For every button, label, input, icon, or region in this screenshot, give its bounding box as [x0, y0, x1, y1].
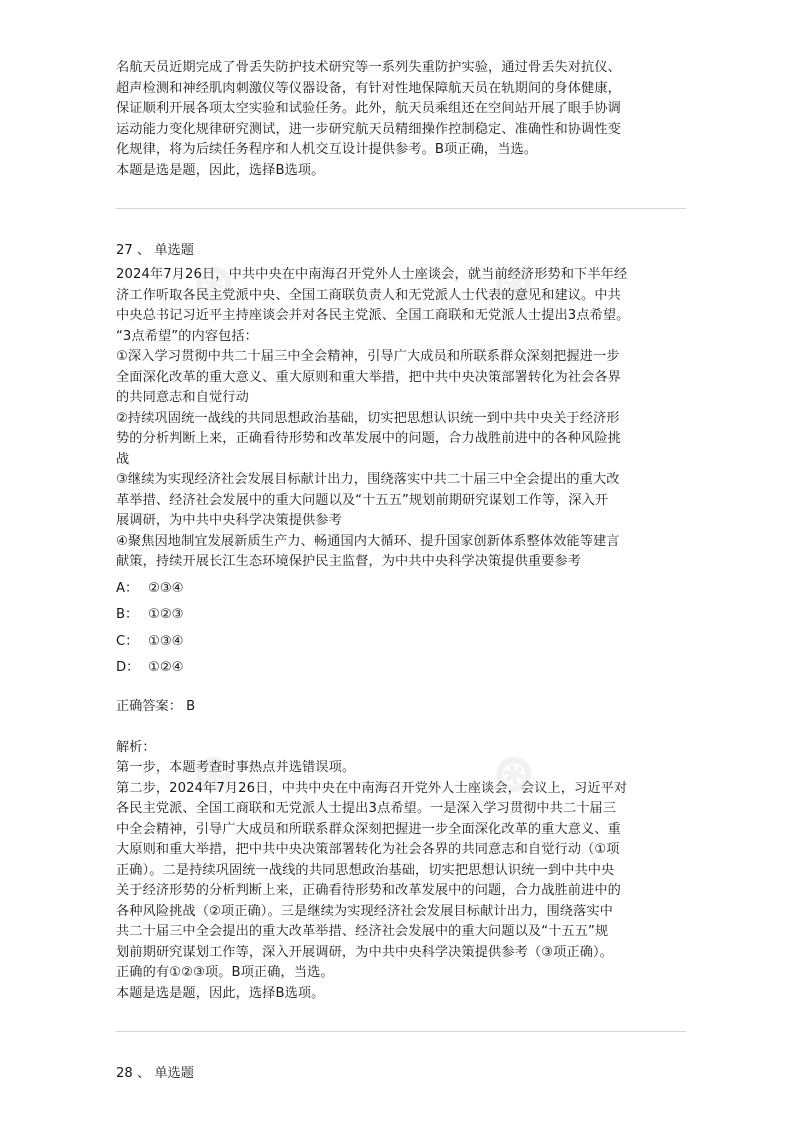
text-line: 中全会精神，引导广大成员和所联系群众深刻把握进一步全面深化改革的重大意义、重	[116, 821, 621, 837]
option-text: ②③④	[148, 580, 184, 596]
text-line: 全面深化改革的重大意义、重大原则和重大举措，把中共中央决策部署转化为社会各界	[116, 369, 621, 385]
text-line: ③继续为实现经济社会发展目标献计出力，围绕落实中共二十届三中全会提出的重大改	[116, 472, 620, 487]
intro-paragraph	[116, 58, 686, 181]
option-a[interactable]	[116, 579, 686, 599]
text-line: 超声检测和神经肌肉刺激仪等仪器设备，有针对性地保障航天员在轨期间的身体健康，	[116, 80, 621, 96]
section-divider	[116, 1031, 686, 1032]
watermark: ⊛	[483, 735, 544, 811]
text-line: “3点希望”的内容包括：	[116, 328, 258, 344]
question-stem	[116, 265, 686, 573]
text-line: 济工作听取各民主党派中央、全国工商联负责人和无党派人士代表的意见和建议。中共	[116, 287, 621, 303]
analysis-label: 解析：	[116, 740, 156, 755]
text-line: 献策，持续开展长江生态环境保护民主监督，为中共中央科学决策提供重要参考	[116, 554, 582, 569]
document-page	[116, 58, 686, 1088]
option-key: C：	[116, 633, 139, 649]
text-line: 本题是选是题，因此，选择B选项。	[116, 985, 325, 1001]
option-b[interactable]	[116, 605, 686, 625]
question-header: 28 、 单选题	[116, 1066, 194, 1081]
text-line: 保证顺利开展各项太空实验和试验任务。此外，航天员乘组还在空间站开展了眼手协调	[116, 101, 621, 116]
text-line: 本题是选是题，因此，选择B选项。	[116, 162, 325, 178]
text-line: 第二步，2024年7月26日，中共中央在中南海召开党外人士座谈会，会议上，习近平对	[116, 780, 628, 796]
text-line: ①深入学习贯彻中共二十届三中全会精神，引导广大成员和所联系群众深刻把握进一步	[116, 349, 620, 364]
text-line: 正确）。二是持续巩固统一战线的共同思想政治基础，切实把思想认识统一到中共中央	[116, 862, 615, 878]
analysis-text	[116, 758, 686, 1004]
option-text: ①②④	[148, 660, 184, 675]
correct-answer: 正确答案： B	[116, 699, 196, 714]
watermark: ⊛	[483, 245, 544, 321]
option-d[interactable]	[116, 658, 686, 678]
text-line: 展调研，为中共中央科学决策提供参考	[116, 513, 342, 528]
answer-options	[116, 579, 686, 679]
option-key: D：	[116, 660, 140, 675]
watermark: ⊛	[183, 735, 244, 811]
text-line: 正确的有①②③项。B项正确，当选。	[116, 965, 334, 980]
text-line: 的共同意志和自觉行动	[116, 390, 249, 405]
question-28	[116, 1064, 686, 1084]
text-line: 共二十届三中全会提出的重大改革举措、经济社会发展中的重大问题以及“十五五”规	[116, 924, 609, 939]
text-line: 名航天员近期完成了骨丢失防护技术研究等一系列失重防护实验，通过骨丢失对抗仪、	[116, 60, 621, 75]
text-line: 化规律，将为后续任务程序和人机交互设计提供参考。B项正确，当选。	[116, 142, 538, 157]
option-key: A：	[116, 580, 139, 596]
text-line: 中央总书记习近平主持座谈会并对各民主党派、全国工商联和无党派人士提出3点希望。	[116, 308, 630, 323]
text-line: 关于经济形势的分析判断上来，正确看待形势和改革发展中的问题，合力战胜前进中的	[116, 883, 621, 898]
text-line: 各种风险挑战（②项正确）。三是继续为实现经济社会发展目标献计出力，围绕落实中	[116, 903, 613, 919]
text-line: 第一步，本题考查时事热点并选错误项。	[116, 760, 356, 775]
text-line: 战	[116, 451, 130, 467]
text-line: 2024年7月26日，中共中央在中南海召开党外人士座谈会，就当前经济形势和下半年经	[116, 267, 628, 282]
text-line: 运动能力变化规律研究测试，进一步研究航天员精细操作控制稳定、准确性和协调性变	[116, 121, 621, 137]
text-line: 大原则和重大举措，把中共中央决策部署转化为社会各界的共同意志和自觉行动（①项	[116, 842, 620, 857]
option-key: B：	[116, 607, 139, 622]
text-line: ②持续巩固统一战线的共同思想政治基础，切实把思想认识统一到中共中央关于经济形	[116, 410, 620, 426]
watermark: ⊛	[183, 245, 244, 321]
text-line: 各民主党派、全国工商联和无党派人士提出3点希望。一是深入学习贯彻中共二十届三	[116, 801, 617, 816]
question-27	[116, 241, 686, 1004]
section-divider	[116, 208, 686, 209]
text-line: ④聚焦因地制宜发展新质生产力、畅通国内大循环、提升国家创新体系整体效能等建言	[116, 533, 620, 549]
option-text: ①②③	[148, 607, 184, 622]
option-text: ①③④	[148, 633, 184, 649]
text-line: 划前期研究谋划工作等，深入开展调研，为中共中央科学决策提供参考（③项正确）。	[116, 944, 613, 960]
text-line: 革举措、经济社会发展中的重大问题以及“十五五”规划前期研究谋划工作等，深入开	[116, 492, 609, 508]
question-header: 27 、 单选题	[116, 243, 194, 258]
option-c[interactable]	[116, 632, 686, 652]
text-line: 势的分析判断上来，正确看待形势和改革发展中的问题，合力战胜前进中的各种风险挑	[116, 431, 621, 446]
